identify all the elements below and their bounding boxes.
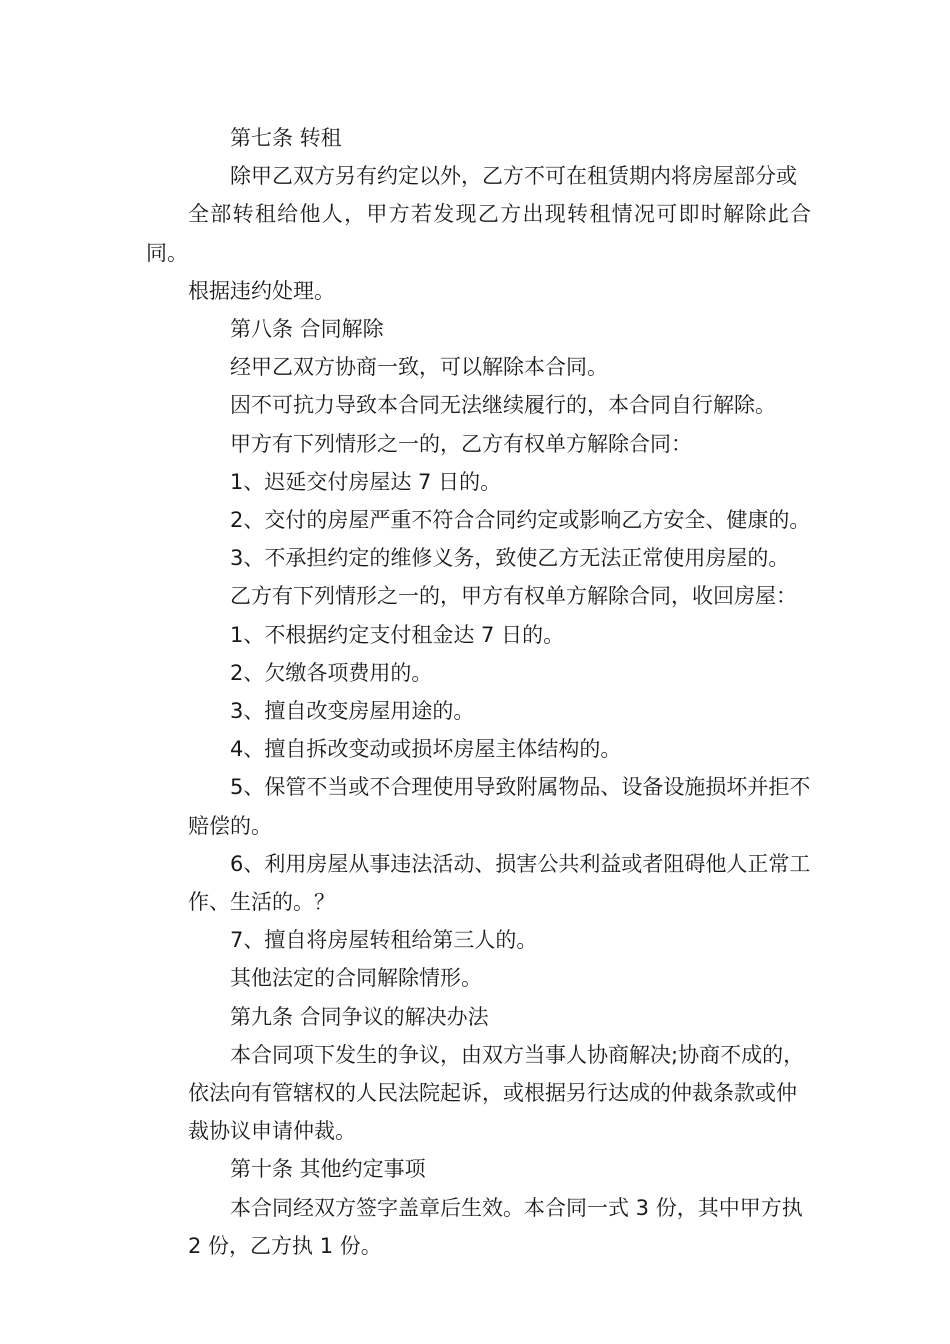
text-line: 4、擅自拆改变动或损坏房屋主体结构的。 bbox=[230, 737, 622, 762]
text-line: 其他法定的合同解除情形。 bbox=[230, 966, 482, 991]
text-line: 1、迟延交付房屋达 7 日的。 bbox=[230, 469, 502, 494]
list-item bbox=[146, 921, 811, 959]
clause-7-body bbox=[146, 157, 811, 310]
text-line: 本合同经双方签字盖章后生效。本合同一式 3 份，其中甲方执 bbox=[230, 1195, 803, 1220]
text-line: 2、欠缴各项费用的。 bbox=[230, 660, 433, 685]
text-line: 第九条 合同争议的解决办法 bbox=[230, 1004, 489, 1029]
list-item bbox=[146, 730, 811, 768]
text-line: 因不可抗力导致本合同无法继续履行的，本合同自行解除。 bbox=[230, 393, 776, 418]
text-line: 依法向有管辖权的人民法院起诉，或根据另行达成的仲裁条款或仲 bbox=[188, 1081, 797, 1106]
clause-8-heading bbox=[146, 310, 811, 348]
list-item bbox=[146, 692, 811, 730]
text-line: 7、擅自将房屋转租给第三人的。 bbox=[230, 928, 538, 953]
clause-8-item bbox=[146, 386, 811, 424]
clause-10-body bbox=[146, 1189, 811, 1265]
clause-9-heading bbox=[146, 998, 811, 1036]
text-line: 3、不承担约定的维修义务，致使乙方无法正常使用房屋的。 bbox=[230, 546, 790, 571]
list-item bbox=[146, 654, 811, 692]
list-item bbox=[146, 845, 811, 921]
text-line: 本合同项下发生的争议，由双方当事人协商解决;协商不成的， bbox=[230, 1042, 805, 1067]
text-line: 裁协议申请仲裁。 bbox=[188, 1119, 356, 1144]
text-line: 6、利用房屋从事违法活动、损害公共利益或者阻碍他人正常工 bbox=[230, 851, 811, 876]
list-item bbox=[146, 539, 811, 577]
text-line: 乙方有下列情形之一的，甲方有权单方解除合同，收回房屋： bbox=[230, 584, 797, 609]
text-line: 甲方有下列情形之一的，乙方有权单方解除合同： bbox=[230, 431, 692, 456]
text-line: 3、擅自改变房屋用途的。 bbox=[230, 699, 475, 724]
text-line: 作、生活的。？ bbox=[188, 890, 335, 915]
list-item bbox=[146, 501, 811, 539]
clause-7-heading bbox=[146, 119, 811, 157]
text-line: 第七条 转租 bbox=[230, 126, 342, 150]
clause-9-body bbox=[146, 1036, 811, 1151]
text-line: 第八条 合同解除 bbox=[230, 317, 384, 342]
clause-10-heading bbox=[146, 1150, 811, 1188]
text-line: 赔偿的。 bbox=[188, 813, 272, 838]
clause-8-item bbox=[146, 959, 811, 997]
clause-8-item bbox=[146, 348, 811, 386]
clause-8-item bbox=[146, 425, 811, 463]
text-line: 第十条 其他约定事项 bbox=[230, 1157, 426, 1182]
list-item bbox=[146, 768, 811, 844]
text-line: 2、交付的房屋严重不符合合同约定或影响乙方安全、健康的。 bbox=[230, 508, 811, 533]
text-line: 经甲乙双方协商一致，可以解除本合同。 bbox=[230, 355, 608, 380]
text-line: 全部转租给他人，甲方若发现乙方出现转租情况可即时解除此合同。 bbox=[146, 202, 811, 265]
text-line: 5、保管不当或不合理使用导致附属物品、设备设施损坏并拒不 bbox=[230, 775, 811, 800]
text-line: 2 份，乙方执 1 份。 bbox=[188, 1233, 382, 1258]
text-line: 除甲乙双方另有约定以外，乙方不可在租赁期内将房屋部分或 bbox=[230, 164, 797, 189]
text-line: 根据违约处理。 bbox=[188, 278, 335, 303]
text-line: 1、不根据约定支付租金达 7 日的。 bbox=[230, 622, 565, 647]
document-body bbox=[146, 119, 811, 1265]
list-item bbox=[146, 463, 811, 501]
clause-8-item bbox=[146, 577, 811, 615]
list-item bbox=[146, 616, 811, 654]
